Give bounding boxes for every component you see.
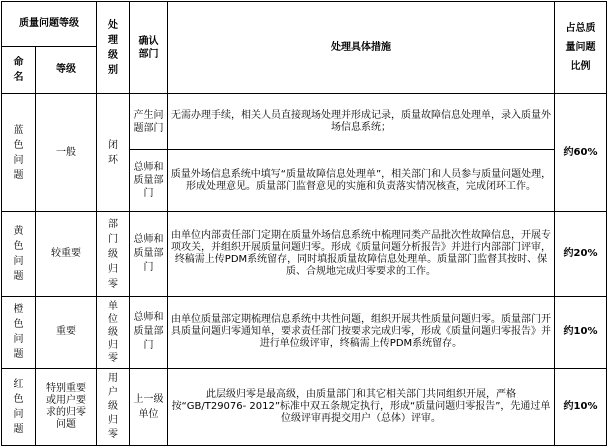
row-ratio: 约20% bbox=[555, 212, 607, 296]
row-ratio: 约10% bbox=[555, 368, 607, 445]
row-dept: 产生问题部门 bbox=[130, 94, 168, 150]
header-confirm-dept: 确认部门 bbox=[130, 2, 168, 94]
row-dept: 总师和质量部门 bbox=[130, 296, 168, 368]
row-level: 特别重要或用户要求的归零问题 bbox=[36, 368, 97, 445]
row-name: 红色问题 bbox=[2, 368, 36, 445]
table-row bbox=[2, 368, 607, 445]
quality-issue-table bbox=[1, 1, 607, 446]
row-dept: 总师和质量部门 bbox=[130, 212, 168, 296]
header-process-level: 处理级别 bbox=[97, 2, 130, 94]
table-row bbox=[2, 296, 607, 368]
row-level: 较重要 bbox=[36, 212, 97, 296]
row-process-level: 闭环 bbox=[97, 94, 130, 212]
table-row bbox=[2, 94, 607, 150]
row-level: 重要 bbox=[36, 296, 97, 368]
table-row bbox=[2, 212, 607, 296]
row-measure: 由单位内部责任部门定期在质量外场信息系统中梳理同类产品批次性故障信息，开展专项攻关，并组织开展质量问题归零。形成《质量问题分析报告》并进行内部部门评审，终稿需上传PDM系统留存，同时填报质量故障信息处理单。质量部门监督其按时、保质、合规地完成归零要求的工作。 bbox=[168, 212, 555, 296]
row-name: 黄色问题 bbox=[2, 212, 36, 296]
row-process-level: 用户级归零 bbox=[97, 368, 130, 445]
header-level: 等级 bbox=[36, 47, 97, 94]
row-name: 橙色问题 bbox=[2, 296, 36, 368]
row-name: 蓝色问题 bbox=[2, 94, 36, 212]
row-dept: 上一级单位 bbox=[130, 368, 168, 445]
row-process-level: 单位级归零 bbox=[97, 296, 130, 368]
row-level: 一般 bbox=[36, 94, 97, 212]
row-dept: 总师和质量部门 bbox=[130, 150, 168, 212]
header-category: 质量问题等级 bbox=[2, 2, 97, 47]
header-measures: 处理具体措施 bbox=[168, 2, 555, 94]
header-ratio: 占总质量问题比例 bbox=[555, 2, 607, 94]
header-name: 命名 bbox=[2, 47, 36, 94]
row-ratio: 约10% bbox=[555, 296, 607, 368]
row-measure: 质量外场信息系统中填写“质量故障信息处理单”，相关部门和人员参与质量问题处理，形成处理意见。质量部门监督意见的实施和负责落实情况核查，完成闭环工作。 bbox=[168, 150, 555, 212]
row-process-level: 部门级归零 bbox=[97, 212, 130, 296]
row-measure: 无需办理手续，相关人员直接现场处理并形成记录，质量故障信息处理单，录入质量外场信息系统； bbox=[168, 94, 555, 150]
row-measure: 此层级归零是最高级，由质量部门和其它相关部门共同组织开展，严格按“GB/T29076- 2012”标准中双五条规定执行，形成“质量问题归零报告”，先通过单位级评审再提交用户（总体）评审。 bbox=[168, 368, 555, 445]
row-measure: 由单位质量部定期梳理信息系统中共性问题，组织开展共性质量问题归零。质量部门开具质量问题归零通知单，要求责任部门按要求完成归零，形成《质量问题归零报告》并进行单位级评审，终稿需上传PDM系统留存。 bbox=[168, 296, 555, 368]
row-ratio: 约60% bbox=[555, 94, 607, 212]
